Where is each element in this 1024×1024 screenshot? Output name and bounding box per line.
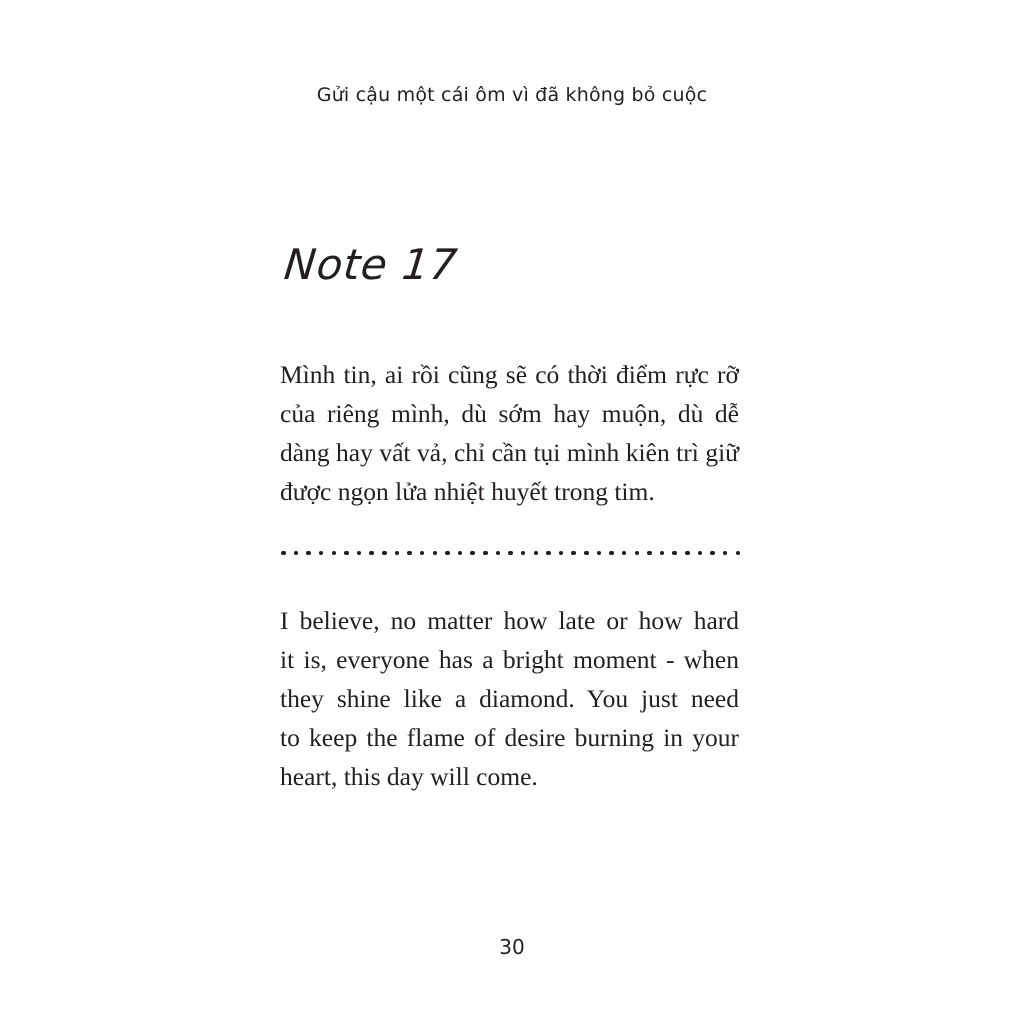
divider-dot <box>597 551 602 556</box>
divider-dot <box>571 551 576 556</box>
note-title: Note 17 <box>282 240 461 289</box>
divider-dot <box>470 551 475 556</box>
dotted-divider <box>281 549 740 557</box>
divider-dot <box>433 551 438 556</box>
divider-dot <box>736 551 741 556</box>
divider-dot <box>332 551 337 556</box>
divider-dot <box>521 551 526 556</box>
divider-dot <box>344 551 349 556</box>
divider-dot <box>369 551 374 556</box>
divider-dot <box>407 551 412 556</box>
divider-dot <box>647 551 652 556</box>
divider-dot <box>710 551 715 556</box>
paragraph-line: they shine like a diamond. You just need <box>280 684 739 713</box>
page-number: 30 <box>499 935 525 959</box>
divider-dot <box>281 551 286 556</box>
paragraph-line: dàng hay vất vả, chỉ cần tụi mình kiên trì giữ <box>280 438 739 467</box>
divider-dot <box>382 551 387 556</box>
divider-dot <box>496 551 501 556</box>
divider-dot <box>395 551 400 556</box>
divider-dot <box>508 551 513 556</box>
divider-dot <box>609 551 614 556</box>
divider-dot <box>458 551 463 556</box>
divider-dot <box>445 551 450 556</box>
paragraph-line: I believe, no matter how late or how hard <box>280 606 739 635</box>
divider-dot <box>319 551 324 556</box>
vietnamese-paragraph <box>280 355 739 511</box>
paragraph-line: heart, this day will come. <box>280 762 538 791</box>
divider-dot <box>294 551 299 556</box>
divider-dot <box>584 551 589 556</box>
running-header: Gửi cậu một cái ôm vì đã không bỏ cuộc <box>316 84 708 106</box>
paragraph-line: được ngọn lửa nhiệt huyết trong tim. <box>280 477 655 506</box>
divider-dot <box>622 551 627 556</box>
divider-dot <box>546 551 551 556</box>
english-paragraph <box>280 601 739 796</box>
paragraph-line: to keep the flame of desire burning in your <box>280 723 739 752</box>
divider-dot <box>420 551 425 556</box>
divider-dot <box>660 551 665 556</box>
divider-dot <box>534 551 539 556</box>
divider-dot <box>559 551 564 556</box>
divider-dot <box>483 551 488 556</box>
divider-dot <box>306 551 311 556</box>
paragraph-line: it is, everyone has a bright moment - when <box>280 645 739 674</box>
divider-dot <box>635 551 640 556</box>
divider-dot <box>357 551 362 556</box>
divider-dot <box>698 551 703 556</box>
paragraph-line: Mình tin, ai rồi cũng sẽ có thời điểm rực rỡ <box>280 360 739 389</box>
paragraph-line: của riêng mình, dù sớm hay muộn, dù dễ <box>280 399 739 428</box>
divider-dot <box>672 551 677 556</box>
divider-dot <box>685 551 690 556</box>
divider-dot <box>723 551 728 556</box>
